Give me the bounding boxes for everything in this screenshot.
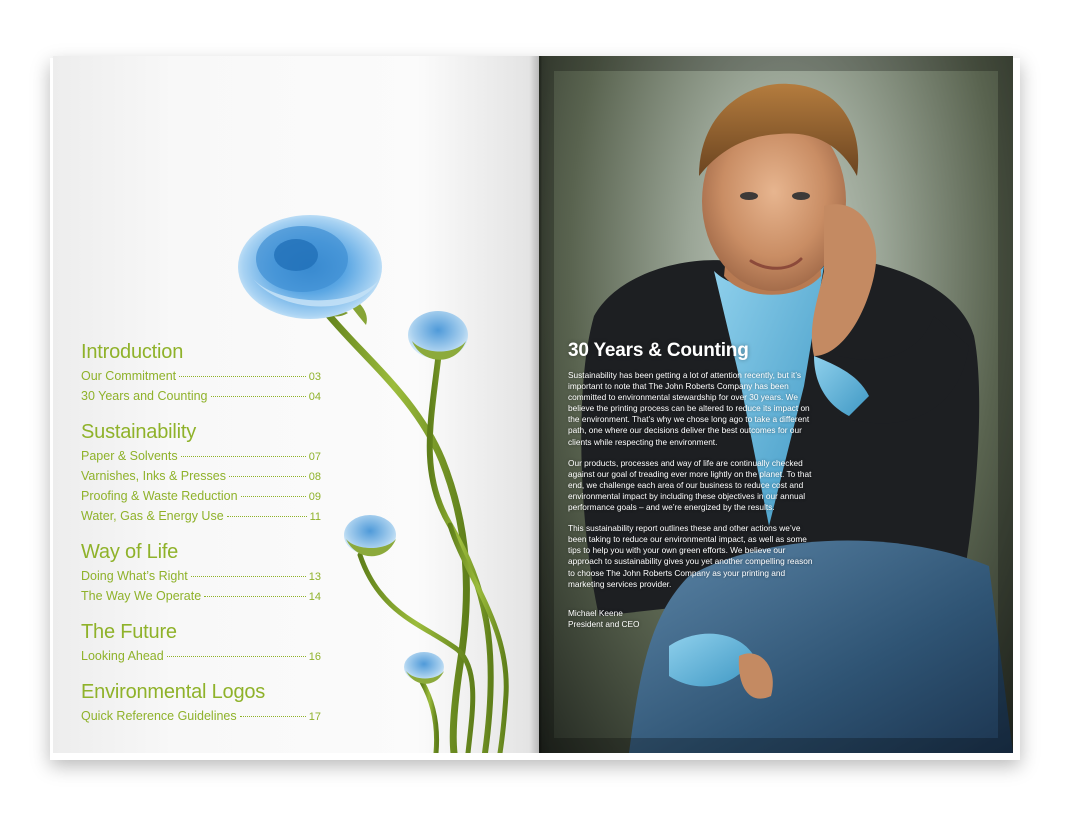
toc-entry[interactable] (81, 587, 321, 607)
toc-entry-label: Varnishes, Inks & Presses (81, 469, 226, 483)
toc-entry[interactable] (81, 467, 321, 487)
toc-section-sustainability (81, 420, 321, 527)
leader-dots (229, 476, 306, 477)
toc-entry-label: Proofing & Waste Reduction (81, 489, 238, 503)
toc-entry-label: Our Commitment (81, 369, 177, 383)
toc-entry-label: Quick Reference Guidelines (81, 709, 237, 723)
toc-entry-page: 13 (308, 571, 321, 583)
toc-entry-page: 17 (308, 711, 321, 723)
table-of-contents (81, 340, 321, 740)
toc-entry[interactable] (81, 487, 321, 507)
right-page-portrait (539, 56, 1013, 753)
signature-name: Michael Keene (568, 607, 623, 618)
leader-dots (241, 496, 306, 497)
toc-heading: The Future (81, 621, 177, 643)
toc-heading: Sustainability (81, 421, 197, 443)
toc-entry-page: 14 (308, 591, 321, 603)
article-paragraph: Sustainability has been getting a lot of attention recently, but it’s important to note that The John Roberts Company has been committed to environmental stewardship for over 30 years. We believe the printing process can be altered to reduce its impact on the environment. That’s why we chose long ago to take a different path, one where our decisions deliver the best outcomes for our clients while respecting the environment. (568, 370, 810, 447)
toc-entry[interactable] (81, 647, 321, 667)
leader-dots (204, 596, 306, 597)
article-paragraph: Our products, processes and way of life are continually checked against our goal of treading ever more lightly on the planet. To that end, we challenge each area of our business to reduce cost and environmental impact by including these objectives in our annual performance goals – and we’re energized by the results. (568, 457, 812, 513)
toc-entry[interactable] (81, 507, 321, 527)
toc-entry[interactable] (81, 387, 321, 407)
toc-entry-label: Doing What’s Right (81, 569, 188, 583)
toc-entry-label: Looking Ahead (81, 649, 164, 663)
toc-entry-page: 07 (308, 451, 321, 463)
article-30-years-counting (568, 340, 818, 630)
toc-heading: Way of Life (81, 541, 179, 563)
toc-entry-page: 16 (308, 651, 321, 663)
toc-entry[interactable] (81, 567, 321, 587)
leader-dots (179, 376, 306, 377)
leader-dots (211, 396, 306, 397)
toc-entry-label: The Way We Operate (81, 589, 202, 603)
article-paragraph: This sustainability report outlines these and other actions we’ve been taking to reduce our environmental impact, as well as some tips to help you with your own green efforts. We believe our approach to sustainability gives you yet another compelling reason to choose The John Roberts Company as your printing and marketing services provider. (568, 523, 813, 589)
toc-entry-page: 04 (308, 391, 321, 403)
toc-entry[interactable] (81, 447, 321, 467)
signature-title: President and CEO (568, 618, 640, 629)
toc-entry-page: 08 (308, 471, 321, 483)
toc-entry-label: 30 Years and Counting (81, 389, 208, 403)
toc-heading: Introduction (81, 341, 184, 363)
toc-section-way-of-life (81, 540, 321, 607)
toc-entry[interactable] (81, 367, 321, 387)
toc-entry-page: 09 (308, 491, 321, 503)
leader-dots (167, 656, 306, 657)
leader-dots (227, 516, 307, 517)
toc-heading: Environmental Logos (81, 681, 266, 703)
toc-entry-label: Paper & Solvents (81, 449, 178, 463)
leader-dots (240, 716, 306, 717)
article-title: 30 Years & Counting (568, 340, 749, 361)
toc-section-introduction (81, 340, 321, 407)
leader-dots (191, 576, 306, 577)
toc-entry-label: Water, Gas & Energy Use (81, 509, 224, 523)
toc-section-the-future (81, 620, 321, 667)
toc-section-environmental-logos (81, 680, 321, 727)
toc-entry-page: 11 (309, 511, 321, 523)
signature (568, 608, 818, 630)
toc-entry-page: 03 (308, 371, 321, 383)
toc-entry[interactable] (81, 707, 321, 727)
leader-dots (181, 456, 306, 457)
